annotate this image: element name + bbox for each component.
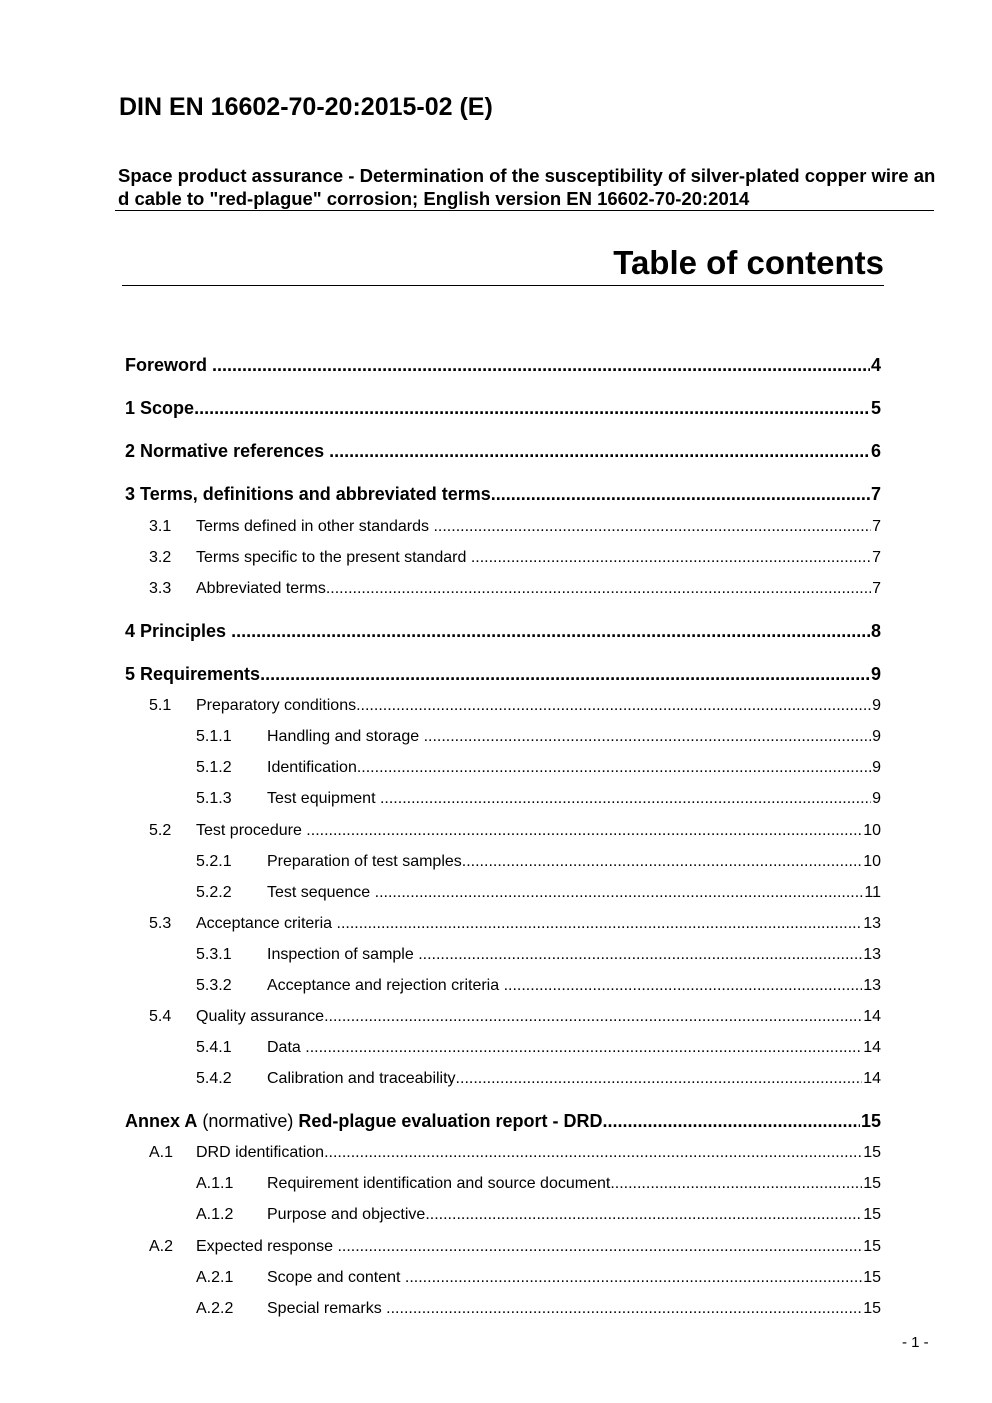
toc-entry-number: 5.2.2 xyxy=(196,884,232,901)
toc-entry-5-3-1[interactable] xyxy=(196,946,881,964)
dot-leader xyxy=(433,518,871,536)
page-number: - 1 - xyxy=(902,1334,929,1351)
toc-entry-title: Scope xyxy=(140,398,195,418)
toc-entry-page: 8 xyxy=(870,621,881,641)
toc-entry-page: 11 xyxy=(864,884,881,901)
dot-leader xyxy=(357,759,871,777)
toc-entry-number: 5.3.2 xyxy=(196,977,232,994)
toc-entry-title: Test procedure xyxy=(196,822,302,839)
toc-entry-page: 9 xyxy=(872,790,881,807)
toc-entry-title: Normative references xyxy=(140,441,325,461)
toc-entry-number: 5.4.2 xyxy=(196,1070,232,1087)
toc-entry-title: Requirement identification and source document xyxy=(267,1175,611,1192)
dot-leader xyxy=(380,790,871,808)
toc-entry-5-2[interactable] xyxy=(149,822,881,840)
toc-entry-number: 5.4 xyxy=(149,1008,172,1025)
toc-entry-title: Identification xyxy=(267,759,357,776)
dot-leader xyxy=(305,1039,862,1057)
toc-entry-2[interactable] xyxy=(125,441,881,462)
toc-entry-title: Data xyxy=(267,1039,301,1056)
toc-entry-title: Red-plague evaluation report - DRD xyxy=(298,1111,603,1131)
toc-entry-page: 14 xyxy=(863,1008,881,1025)
dot-leader xyxy=(462,853,862,871)
dot-leader xyxy=(356,697,871,715)
dot-leader xyxy=(194,398,870,419)
toc-entry-page: 14 xyxy=(863,1039,881,1056)
toc-entry-1[interactable] xyxy=(125,398,881,419)
toc-entry-title: Terms defined in other standards xyxy=(196,518,430,535)
dot-leader xyxy=(337,915,863,933)
toc-entry-foreword[interactable] xyxy=(125,355,881,376)
dot-leader xyxy=(306,822,862,840)
dot-leader xyxy=(491,484,870,505)
toc-entry-page: 15 xyxy=(860,1111,881,1131)
toc-entry-5-1-3[interactable] xyxy=(196,790,881,808)
toc-entry-5-4-2[interactable] xyxy=(196,1070,881,1088)
annex-type-note: (normative) xyxy=(202,1111,294,1131)
toc-entry-title: Special remarks xyxy=(267,1300,382,1317)
toc-entry-title: Terms, definitions and abbreviated terms xyxy=(140,484,491,504)
toc-entry-page: 7 xyxy=(872,549,881,566)
toc-entry-3-2[interactable] xyxy=(149,549,881,567)
toc-entry-title: Preparatory conditions xyxy=(196,697,357,714)
document-subtitle: Space product assurance - Determination of the susceptibility of silver-plated copper wire an d cable to "red-plague" corrosion; English version EN 16602-70-20:2014 xyxy=(118,165,936,209)
toc-entry-number: Annex A xyxy=(125,1111,198,1131)
toc-entry-5-2-2[interactable] xyxy=(196,884,881,902)
toc-entry-5-3[interactable] xyxy=(149,915,881,933)
toc-entry-number: 5.3 xyxy=(149,915,172,932)
toc-entry-title: Purpose and objective xyxy=(267,1206,426,1223)
toc-entry-page: 15 xyxy=(863,1238,881,1255)
dot-leader xyxy=(504,977,863,995)
toc-entry-page: 7 xyxy=(872,518,881,535)
toc-entry-number: 5.1.3 xyxy=(196,790,232,807)
toc-entry-number: 5.4.1 xyxy=(196,1039,232,1056)
toc-entry-page: 9 xyxy=(872,759,881,776)
toc-entry-title: Acceptance and rejection criteria xyxy=(267,977,500,994)
toc-entry-number: 5 xyxy=(125,664,136,684)
toc-entry-number: 1 xyxy=(125,398,136,418)
toc-entry-page: 6 xyxy=(870,441,881,461)
toc-entry-a-1-1[interactable] xyxy=(196,1175,881,1193)
toc-entry-page: 13 xyxy=(863,915,881,932)
dot-leader xyxy=(405,1269,862,1287)
dot-leader xyxy=(424,728,872,746)
toc-entry-page: 13 xyxy=(863,946,881,963)
dot-leader xyxy=(324,1144,862,1162)
toc-entry-3-1[interactable] xyxy=(149,518,881,536)
toc-entry-number: 5.1.1 xyxy=(196,728,232,745)
toc-entry-number: 3.2 xyxy=(149,549,172,566)
toc-entry-page: 15 xyxy=(863,1175,881,1192)
dot-leader xyxy=(610,1175,862,1193)
dot-leader xyxy=(326,580,871,598)
toc-entry-number: 4 xyxy=(125,621,136,641)
dot-leader xyxy=(456,1070,863,1088)
toc-entry-page: 14 xyxy=(863,1070,881,1087)
toc-entry-a-1[interactable] xyxy=(149,1144,881,1162)
toc-entry-title: Handling and storage xyxy=(267,728,420,745)
toc-entry-5-4-1[interactable] xyxy=(196,1039,881,1057)
dot-leader xyxy=(324,1008,862,1026)
dot-leader xyxy=(418,946,862,964)
toc-entry-page: 10 xyxy=(863,822,881,839)
toc-entry-a-2-1[interactable] xyxy=(196,1269,881,1287)
toc-entry-number: 3 xyxy=(125,484,136,504)
toc-entry-title: Test equipment xyxy=(267,790,376,807)
toc-entry-number: A.1.1 xyxy=(196,1175,234,1192)
toc-entry-title: Abbreviated terms xyxy=(196,580,326,597)
dot-leader xyxy=(207,355,870,376)
toc-entry-5[interactable] xyxy=(125,664,881,685)
toc-entry-number: A.2.2 xyxy=(196,1300,234,1317)
toc-entry-5-2-1[interactable] xyxy=(196,853,881,871)
toc-entry-page: 10 xyxy=(863,853,881,870)
toc-entry-number: 3.3 xyxy=(149,580,172,597)
toc-entry-number: 5.1 xyxy=(149,697,172,714)
toc-entry-title: Principles xyxy=(140,621,227,641)
toc-entry-page: 15 xyxy=(863,1269,881,1286)
toc-entry-page: 15 xyxy=(863,1206,881,1223)
toc-entry-5-1-1[interactable] xyxy=(196,728,881,746)
dot-leader xyxy=(425,1206,862,1224)
toc-heading: Table of contents xyxy=(613,244,884,281)
toc-entry-page: 5 xyxy=(870,398,881,418)
toc-entry-page: 9 xyxy=(870,664,881,684)
toc-entry-5-1[interactable] xyxy=(149,697,881,715)
toc-entry-number: 5.2.1 xyxy=(196,853,232,870)
toc-entry-page: 13 xyxy=(863,977,881,994)
toc-entry-annex-a[interactable] xyxy=(125,1111,881,1132)
dot-leader xyxy=(602,1111,860,1132)
toc-entry-number: 5.3.1 xyxy=(196,946,232,963)
dot-leader xyxy=(260,664,870,685)
toc-entry-number: 5.1.2 xyxy=(196,759,232,776)
toc-entry-title: Quality assurance xyxy=(196,1008,325,1025)
dot-leader xyxy=(337,1238,862,1256)
toc-entry-title: DRD identification xyxy=(196,1144,325,1161)
toc-entry-title: Calibration and traceability xyxy=(267,1070,456,1087)
toc-entry-4[interactable] xyxy=(125,621,881,642)
toc-entry-title: Acceptance criteria xyxy=(196,915,333,932)
toc-entry-3-3[interactable] xyxy=(149,580,881,598)
toc-entry-5-3-2[interactable] xyxy=(196,977,881,995)
toc-entry-5-4[interactable] xyxy=(149,1008,881,1026)
toc-entry-title: Preparation of test samples xyxy=(267,853,462,870)
toc-entry-title: Requirements xyxy=(140,664,261,684)
toc-entry-page: 15 xyxy=(863,1144,881,1161)
toc-entry-number: 5.2 xyxy=(149,822,172,839)
dot-leader xyxy=(386,1300,862,1318)
toc-entry-title: Scope and content xyxy=(267,1269,401,1286)
toc-entry-number: A.2.1 xyxy=(196,1269,234,1286)
toc-entry-page: 9 xyxy=(872,728,881,745)
toc-entry-number: A.1 xyxy=(149,1144,174,1161)
toc-entry-title: Expected response xyxy=(196,1238,333,1255)
toc-entry-page: 4 xyxy=(870,355,881,375)
dot-leader xyxy=(375,884,864,902)
toc-entry-page: 7 xyxy=(870,484,881,504)
toc-entry-5-1-2[interactable] xyxy=(196,759,881,777)
toc-entry-title: Terms specific to the present standard xyxy=(196,549,467,566)
dot-leader xyxy=(329,441,870,462)
toc-entry-a-2-2[interactable] xyxy=(196,1300,881,1318)
dot-leader xyxy=(231,621,870,642)
toc-entry-page: 7 xyxy=(872,580,881,597)
toc-entry-a-2[interactable] xyxy=(149,1238,881,1256)
dot-leader xyxy=(471,549,871,567)
toc-entry-number: 2 xyxy=(125,441,136,461)
toc-entry-3[interactable] xyxy=(125,484,881,505)
document-id: DIN EN 16602-70-20:2015-02 (E) xyxy=(119,93,493,121)
toc-entry-number: A.1.2 xyxy=(196,1206,234,1223)
toc-entry-number: A.2 xyxy=(149,1238,174,1255)
toc-entry-number: 3.1 xyxy=(149,518,172,535)
toc-entry-title: Foreword xyxy=(125,355,208,375)
toc-entry-page: 9 xyxy=(872,697,881,714)
toc-entry-a-1-2[interactable] xyxy=(196,1206,881,1224)
toc-entry-title: Test sequence xyxy=(267,884,371,901)
toc-entry-page: 15 xyxy=(863,1300,881,1317)
toc-entry-title: Inspection of sample xyxy=(267,946,414,963)
